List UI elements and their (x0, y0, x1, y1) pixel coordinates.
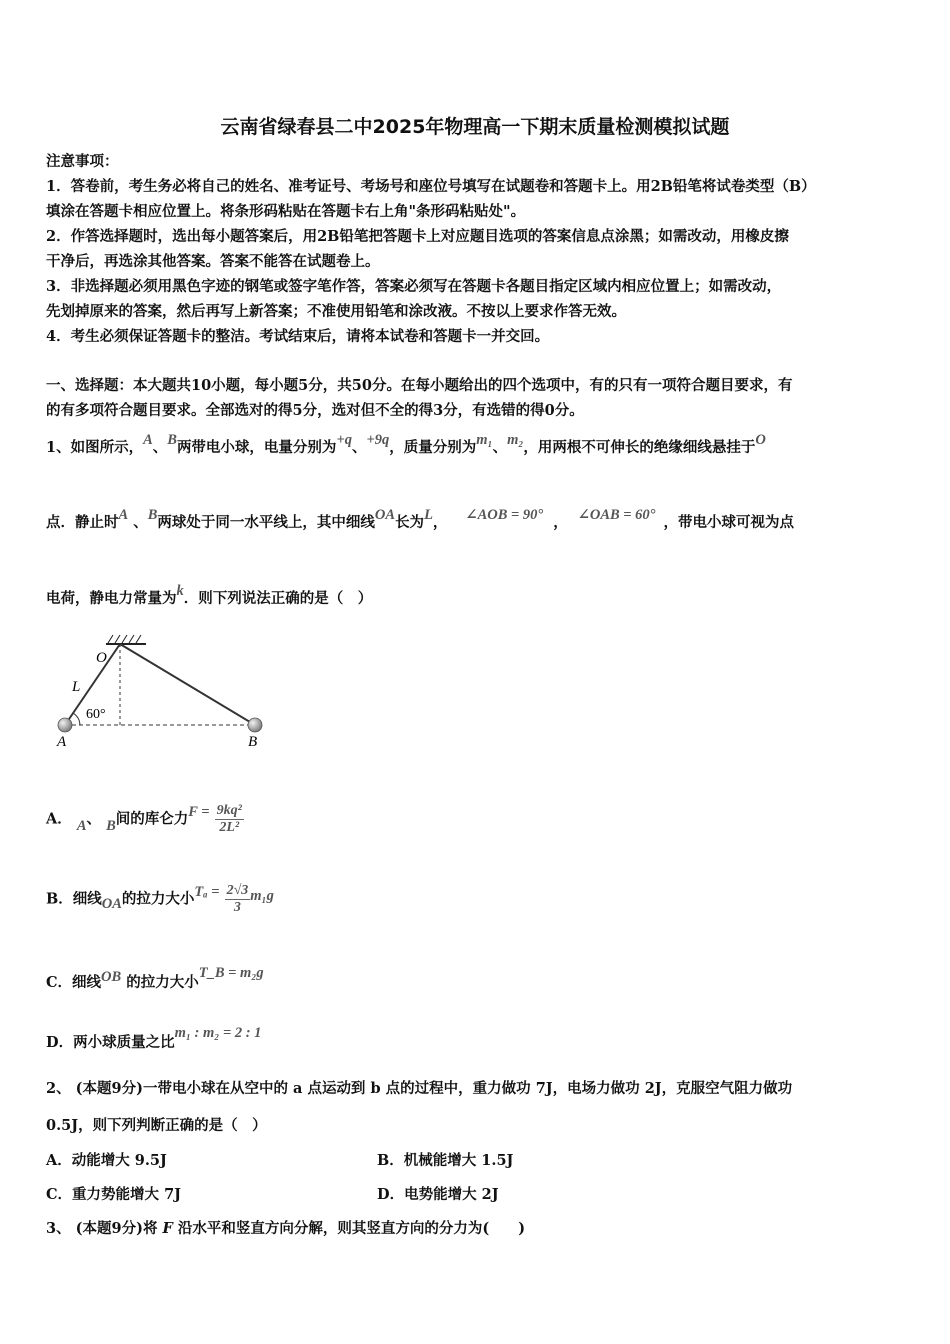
math-charge2: +9q (366, 432, 390, 448)
math-m2: m₂ (507, 432, 524, 448)
q1-text: 1、如图所示， (46, 439, 144, 456)
math-angle-oab: ∠OAB = 60° (577, 507, 656, 523)
math-k: k (176, 583, 184, 599)
option-text: 间的库仑力 (115, 810, 189, 828)
q1-sep: 、 (133, 514, 148, 531)
q1-text: 点．静止时 (46, 514, 119, 531)
q3-line1 (46, 1219, 525, 1239)
math-OA: OA (101, 895, 122, 912)
ceiling-hatch (108, 635, 141, 643)
q1-text: ，带电小球可视为点 (663, 514, 794, 531)
math-m1g: m₁g (250, 887, 274, 904)
math-m1: m₁ (476, 432, 493, 448)
q1-option-a (46, 803, 244, 836)
q3-text: 3、 (本题9分)将 (46, 1220, 163, 1237)
q1-text: 长为 (395, 514, 425, 531)
math-T: Tₐ = (194, 883, 220, 900)
label-angle: 60° (86, 707, 106, 722)
page-title: 云南省绿春县二中2025年物理高一下期末质量检测模拟试题 (220, 116, 730, 138)
ball-b (248, 718, 262, 732)
math-expr: T_B = m₂g (198, 965, 264, 981)
notice-line: 干净后，再选涂其他答案。答案不能答在试题卷上。 (46, 253, 380, 270)
q2-option-b: B．机械能增大 1.5J (377, 1152, 514, 1169)
q1-sep: 、 (492, 439, 508, 456)
option-label: D．两小球质量之比 (46, 1034, 175, 1051)
fraction (225, 883, 251, 916)
q1-option-c (46, 965, 264, 993)
q1-line1 (46, 432, 766, 458)
angle-arc (73, 713, 80, 725)
q1-text: 电荷，静电力常量为 (46, 590, 177, 607)
q1-text: ，用两根不可伸长的绝缘细线悬挂于 (523, 439, 756, 456)
option-text: 的拉力大小 (126, 974, 199, 991)
fraction-denominator: 3 (233, 900, 241, 915)
math-A: A (118, 507, 129, 523)
notice-line: 填涂在答题卡相应位置上。将条形码粘贴在答题卡右上角"条形码粘贴处"。 (46, 203, 526, 220)
q1-option-d (46, 1025, 262, 1053)
option-label: C．细线 (46, 974, 102, 991)
q1-sep: 、 (86, 810, 101, 828)
math-expr: m₁ : m₂ = 2 : 1 (174, 1025, 262, 1041)
notice-line: 1．答卷前，考生务必将自己的姓名、准考证号、考场号和座位号填写在试题卷和答题卡上。用2B铅笔将试卷类型（B） (46, 178, 816, 195)
fraction-numerator: 9kq² (216, 803, 242, 818)
math-B: B (106, 817, 116, 834)
label-l: L (72, 679, 81, 695)
string-ob (120, 644, 255, 725)
math-O: O (755, 432, 766, 448)
math-A: A (76, 817, 87, 834)
math-B: B (167, 432, 177, 448)
q2-line1: 2、 (本题9分)一带电小球在从空中的 a 点运动到 b 点的过程中，重力做功 7J，电场力做功 2J，克服空气阻力做功 (46, 1080, 793, 1097)
math-OA: OA (374, 507, 396, 523)
q1-text: 两带电小球，电量分别为 (176, 439, 337, 456)
q1-option-b (46, 883, 274, 916)
q1-line2 (46, 507, 794, 533)
q1-text: 两球处于同一水平线上，其中细线 (157, 514, 375, 531)
math-F: F = (188, 803, 210, 820)
q1-text: ．则下列说法正确的是（ ） (183, 590, 373, 607)
math-angle-aob: ∠AOB = 90° (465, 507, 544, 523)
notice-line: 3．非选择题必须用黑色字迹的钢笔或签字笔作答，答案必须写在答题卡各题目指定区域内相应位置上；如需改动， (46, 278, 782, 295)
math-charge1: +q (336, 432, 352, 448)
notice-line: 先划掉原来的答案，然后再写上新答案；不准使用铅笔和涂改液。不按以上要求作答无效。 (46, 303, 626, 320)
fraction-numerator: 2√3 (226, 883, 249, 898)
label-o: O (96, 650, 107, 666)
label-a: A (57, 734, 67, 750)
q3-text: 沿水平和竖直方向分解，则其竖直方向的分力为( ) (172, 1220, 526, 1237)
q1-sep: 、 (351, 439, 367, 456)
notice-line: 2．作答选择题时，选出每小题答案后，用2B铅笔把答题卡上对应题目选项的答案信息点涂黑；如需改动，用橡皮擦 (46, 228, 789, 245)
math-OB: OB (101, 969, 122, 985)
q2-option-a: A．动能增大 9.5J (46, 1152, 167, 1169)
option-label: B．细线 (46, 890, 102, 908)
math-F: F (162, 1220, 173, 1237)
option-text: 的拉力大小 (121, 890, 195, 908)
math-B: B (147, 507, 158, 523)
q2-option-d: D．电势能增大 2J (377, 1186, 499, 1203)
fraction-denominator: 2L² (219, 820, 240, 835)
fraction (215, 803, 244, 836)
q2-line2: 0.5J，则下列判断正确的是（ ） (46, 1117, 267, 1134)
q1-sep: 、 (152, 439, 168, 456)
ball-a (58, 718, 72, 732)
label-b: B (248, 734, 258, 750)
q1-diagram (46, 630, 286, 755)
notice-line: 4．考生必须保证答题卡的整洁。考试结束后，请将本试卷和答题卡一并交回。 (46, 328, 550, 345)
q2-option-c: C．重力势能增大 7J (46, 1186, 182, 1203)
option-label: A． (46, 810, 72, 828)
q1-text: ，质量分别为 (389, 439, 477, 456)
q1-sep: ， (553, 514, 568, 531)
section-intro: 一、选择题：本大题共10小题，每小题5分，共50分。在每小题给出的四个选项中，有的只有一项符合题目要求，有 (46, 377, 793, 394)
q1-sep: ， (432, 514, 448, 531)
q1-line3 (46, 583, 373, 609)
section-intro: 的有多项符合题目要求。全部选对的得5分，选对但不全的得3分，有选错的得0分。 (46, 402, 584, 419)
math-L: L (424, 507, 433, 523)
math-A: A (143, 432, 153, 448)
notice-heading: 注意事项： (46, 153, 119, 170)
